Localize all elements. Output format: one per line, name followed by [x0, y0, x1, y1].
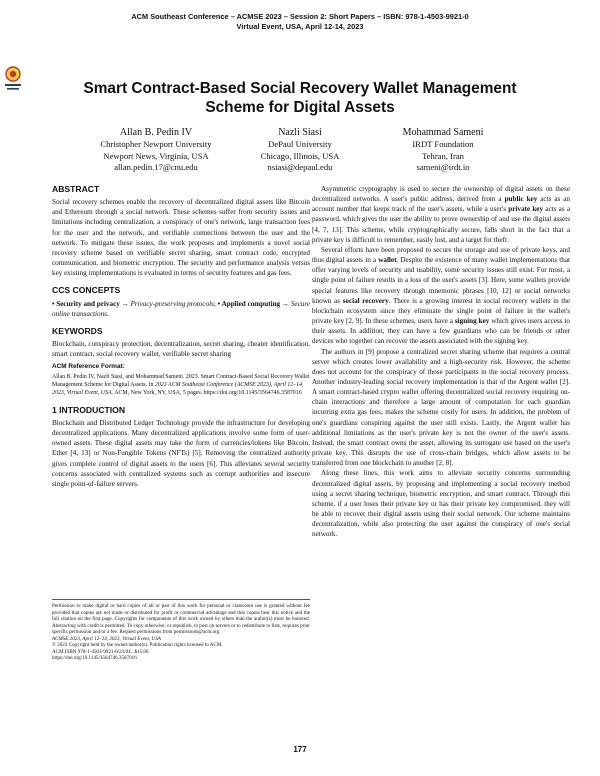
intro-paragraph: Blockchain and Distributed Ledger Technology provide the infrastructure for developing decentralized applications. Many decentralized applications involve some form of user-owned assets. These digital assets may take the form of currencies/tokens like Bitcoin, Ether [4, 13] or Non-Fungible Tokens (NFTs) [5]. Removing the centralized authority gives complete control of digital assets to the users [6]. This alleviates several security concerns associated with centralized systems such as corrupt authorities and insecure single point-of-failure servers.	[52, 418, 310, 488]
author-name: Nazli Siasi	[278, 127, 322, 138]
reference-format-text: Allan B. Pedin IV, Nazli Siasi, and Mohammad Sameni. 2023. Smart Contract-Based Social Recovery Wallet Management Scheme for Digital Assets. In 2023 ACM Southeast Conference (ACMSE 2023), April 12–14, 2023, Virtual Event, USA. ACM, New York, NY, USA, 5 pages. https://doi.org/10.1145/3564746.3587016	[52, 373, 310, 397]
body-paragraph: Along these lines, this work aims to alleviate security concerns surrounding decentralized digital assets, by proposing and implementing a social recovery method using a secret sharing technique, biometric encryption, and smart contract. Through this scheme, if a user loses their private key or has their private key compromised, they will be able to recover their digital assets using their social network. Our scheme maintains decentralization, while also protecting the user against the conspiracy of one's social network.	[312, 469, 570, 539]
body-paragraph: Asymmetric cryptography is used to secure the ownership of digital assets on these decentralized networks. A user's public address, derived from a public key acts as an account number that keeps track of the user's assets, while a user's private key acts as a password, which gives the user the ability to prove ownership of and use the digital assets [4, 7, 13]. This scheme, while cryptographically secure, falls short in the fact that a private key is difficult to remember, easily lost, and a target for theft.	[312, 185, 571, 244]
keywords-text: Blockchain, conspiracy protection, decentralization, secret sharing, cheater identification, smart contract, social recovery wallet, verifiable secret sharing	[52, 340, 310, 359]
keywords-heading: KEYWORDS	[52, 325, 103, 336]
author-email: sameni@irdt.io	[416, 162, 470, 173]
paper-title: Smart Contract-Based Social Recovery Wallet Management Scheme for Digital Assets	[83, 80, 517, 116]
author-affiliation: Christopher Newport University	[100, 139, 212, 150]
body-paragraph: Several efforts have been proposed to secure the storage and use of private keys, and thus digital assets in a wallet. Despite the existence of many wallet implementations that offer varying levels of security and usability, some security issues still exist. For most, a single point of failure results in a loss of the user's assets [3]. Here, some wallets provide special features like recovery through mnemonic phrases [10, 12] or social networks known as social recovery. There is a growing interest in social recovery wallets in the blockchain ecosystem since they eliminate the single point of failure in the wallet's private key [2, 9]. In these schemes, users have a signing key which gives users access to their assets. In addition, they can have a few guardians who can be friends or other devices who together can recover the assets associated with the signing key.	[312, 245, 570, 346]
author-affiliation: IRDT Foundation	[412, 139, 474, 150]
author-email: nsiasi@depaul.edu	[267, 162, 333, 173]
running-header-line2: Virtual Event, USA, April 12-14, 2023	[236, 22, 364, 31]
isbn-line: ACM ISBN 978-1-4503-9921-0/23/04...$15.00	[52, 648, 149, 655]
author-email: allan.pedin.17@cnu.edu	[114, 162, 198, 173]
author-location: Chicago, Illinois, USA	[260, 150, 340, 161]
author-name: Allan B. Pedin IV	[119, 127, 193, 138]
permission-text: Permission to make digital or hard copies of all or part of this work for personal or classroom use is granted without fee provided that copies are not made or distributed for profit or commercial advantage and that copies bear this notice and the full citation on the first page. Copyrights for components of this work owned by others than the author(s) must be honored. Abstracting with credit is permitted. To copy otherwise, or republish, to post on servers or to redistribute to lists, requires prior specific permission and/or a fee. Request permissions from permissions@acm.org.	[52, 603, 310, 636]
acm-logo-icon	[3, 66, 23, 96]
author-location: Newport News, Virginia, USA	[103, 150, 209, 161]
copyright-line: © 2023 Copyright held by the owner/author(s). Publication rights licensed to ACM.	[52, 642, 223, 649]
abstract-text: Social recovery schemes enable the recovery of decentralized digital assets like Bitcoin and Ethereum through a social network. These schemes suffer from security issues and limitations including centralization, a conspiracy of one's network, large transaction fees for the user and the network, and verifiable connections between the user and the network. To mitigate these issues, the work proposes and implements a novel social recovery scheme based on verifiable secret sharing, smart contract code, encrypted communication, and biometric encryption. The security and performance analysis versus key existing implementations is evaluated in terms of security features and gas fees.	[52, 198, 310, 278]
conference-line: ACMSE 2023, April 12–14, 2023, Virtual Event, USA	[52, 635, 161, 642]
author-affiliation: DePaul University	[268, 139, 332, 150]
reference-format-heading: ACM Reference Format:	[52, 363, 125, 371]
intro-heading: 1 INTRODUCTION	[52, 404, 126, 415]
permission-footnote	[52, 599, 310, 662]
abstract-heading: ABSTRACT	[52, 184, 100, 194]
page-number: 177	[293, 745, 307, 754]
ccs-concepts: • Security and privacy → Privacy-preserving protocols; • Applied computing → Secure online transactions.	[52, 299, 310, 318]
ccs-heading: CCS CONCEPTS	[52, 285, 121, 296]
author-block	[343, 127, 543, 174]
author-location: Tehran, Iran	[422, 150, 464, 161]
doi-line: https://doi.org/10.1145/3564746.3587016	[52, 655, 137, 662]
running-header-line1: ACM Southeast Conference – ACMSE 2023 – Session 2: Short Papers – ISBN: 978-1-4503-9921-0	[131, 12, 469, 21]
running-header	[0, 12, 600, 32]
left-column	[52, 184, 310, 489]
right-column	[312, 184, 570, 539]
author-name: Mohammad Sameni	[402, 127, 484, 138]
body-paragraph: The authors in [9] propose a centralized secret sharing scheme that requires a central server which creates lower availability and a high-security risk. However, the scheme does not account for the conspiracy of those participants in the social recovery process. Another industry-leading social recovery implementation is that of the Argent wallet [2]. A smart contract-based crypto wallet offering decentralized social recovery requiring on-chain interactions and therefore a large amount of computation for each guardian incurring extra gas fees, makes the scheme costly for users. In addition, the problem of one's guardians conspiring against the user still exists. Lastly, the Argent wallet has additional limitations as the user's private key is not the owner of the user's assets. Instead, the smart contract owns the asset, allowing its surrogate use based on the user's private key. This disrupts the use of cross-chain bridges, which allow assets to be transferred from one blockchain to another [2, 8].	[312, 347, 570, 468]
